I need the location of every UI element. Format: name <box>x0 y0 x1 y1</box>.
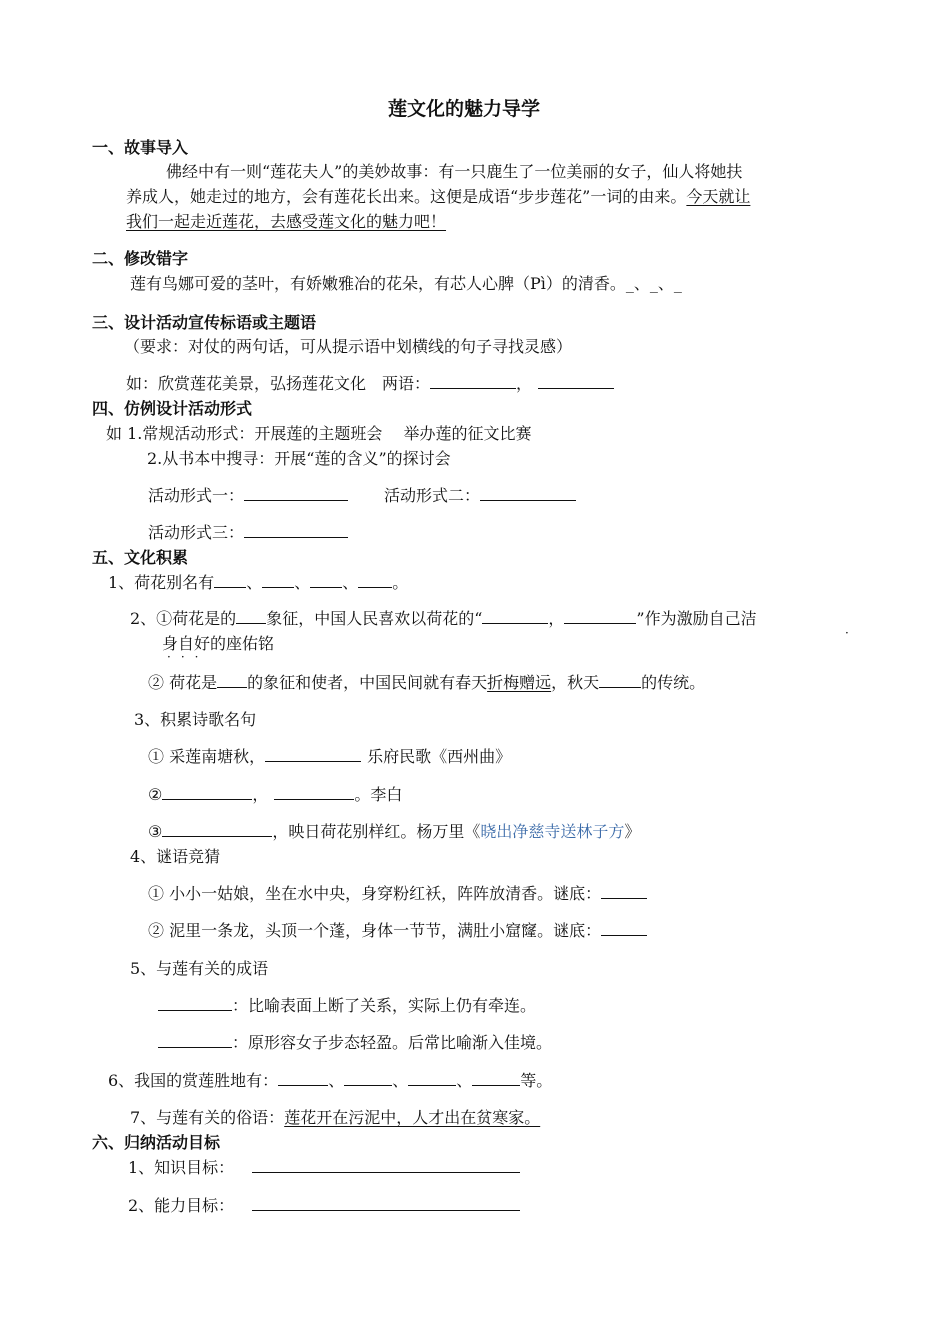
riddle-1 <box>148 883 647 905</box>
goal-knowledge-blank[interactable] <box>252 1158 520 1173</box>
place-blank-2[interactable] <box>344 1071 392 1086</box>
section-2-heading: 二、修改错字 <box>92 249 189 268</box>
q6-end: 等。 <box>520 1071 553 1090</box>
q2-sep: ， <box>548 609 565 628</box>
motto-blank-2[interactable] <box>564 609 636 624</box>
place-blank-1[interactable] <box>278 1071 328 1086</box>
s3-example <box>126 373 614 395</box>
poem-3-blank[interactable] <box>162 822 272 837</box>
poem-1 <box>148 746 511 768</box>
form-3-label: 活动形式三： <box>148 523 245 542</box>
q2-label: 2、①荷花是的 <box>130 609 237 628</box>
riddle-1-blank[interactable] <box>601 884 647 899</box>
s2-sentence: 莲有鸟娜可爱的茎叶，有娇嫩雅冶的花朵，有芯人心脾（Pì）的清香。 <box>130 274 626 293</box>
riddle-2-blank[interactable] <box>601 921 647 936</box>
q6-sep-3: 、 <box>456 1071 473 1090</box>
q2-line-1 <box>130 608 757 630</box>
s2-answer-blanks: _、_、_ <box>625 274 682 293</box>
s1-line-2 <box>126 186 750 208</box>
idiom-2-text: ：原形容女子步态轻盈。后常比喻渐入佳境。 <box>232 1033 553 1052</box>
alias-blank-3[interactable] <box>310 573 342 588</box>
q6-label: 6、我国的赏莲胜地有： <box>108 1071 279 1090</box>
section-6-heading: 六、归纳活动目标 <box>92 1133 221 1152</box>
q2-line-2: 身自好的座佑铭 <box>162 634 275 653</box>
idiom-1-text: ：比喻表面上断了关系，实际上仍有牵连。 <box>232 996 537 1015</box>
poem-1-text: ① 采莲南塘秋， <box>148 747 266 766</box>
q2b-text-2: ，秋天 <box>551 673 600 692</box>
riddle-2-text: ② 泥里一条龙，头顶一个蓬，身体一节节，满肚小窟窿。谜底： <box>148 921 602 940</box>
goal-knowledge-label: 1、知识目标： <box>128 1158 235 1177</box>
q2b-underlined: 折梅赠远 <box>487 673 552 692</box>
q2b-text-3: 的传统。 <box>641 673 706 692</box>
form-2-label: 活动形式二： <box>384 486 481 505</box>
q7-saying-text: 莲花开在污泥中，人才出在贫寒家。 <box>284 1108 541 1127</box>
s4-line-2: 2.从书本中搜寻：开展“莲的含义”的探讨会 <box>147 449 451 468</box>
q6-sep-2: 、 <box>392 1071 409 1090</box>
form-1-blank[interactable] <box>244 486 348 501</box>
s2-text <box>130 273 682 295</box>
s3-sep: ， <box>516 374 533 393</box>
place-blank-4[interactable] <box>472 1071 520 1086</box>
section-4-heading: 四、仿例设计活动形式 <box>92 399 253 418</box>
form-3-blank[interactable] <box>244 523 348 538</box>
s4-line-1: 如 1.常规活动形式：开展莲的主题班会 举办莲的征文比赛 <box>106 424 532 443</box>
q1-sep-2: 、 <box>294 573 311 592</box>
s3-example-text: 如：欣赏莲花美景，弘扬莲花文化 两语： <box>126 374 431 393</box>
poem-2 <box>148 784 402 806</box>
poem-3-text: ，映日荷花别样红。杨万里《 <box>272 822 481 841</box>
poem-1-source: 乐府民歌《西州曲》 <box>367 747 512 766</box>
q2-text-1: 象征，中国人民喜欢以荷花的“ <box>266 609 483 628</box>
q2-line-3 <box>148 672 705 694</box>
page-title: 莲文化的魅力导学 <box>388 98 541 120</box>
q6-sep-1: 、 <box>328 1071 345 1090</box>
poem-3-close: 》 <box>624 822 641 841</box>
section-5-heading: 五、文化积累 <box>92 548 189 567</box>
q5-heading: 5、与莲有关的成语 <box>130 959 269 978</box>
riddle-1-text: ① 小小一姑娘，坐在水中央，身穿粉红袄，阵阵放清香。谜底： <box>148 884 602 903</box>
s3-requirement: （要求：对仗的两句话，可从提示语中划横线的句子寻找灵感） <box>124 337 573 356</box>
poem-3 <box>148 821 640 843</box>
poem-3-mark: ③ <box>148 822 163 841</box>
form-2-blank[interactable] <box>480 486 576 501</box>
slogan-blank-2[interactable] <box>538 374 614 389</box>
s4-form-2 <box>384 485 576 507</box>
alias-blank-1[interactable] <box>214 573 246 588</box>
riddle-2 <box>148 920 647 942</box>
s4-form-3 <box>148 522 348 544</box>
q1-sep-3: 、 <box>342 573 359 592</box>
place-blank-3[interactable] <box>408 1071 456 1086</box>
s4-form-1 <box>148 485 348 507</box>
alias-blank-4[interactable] <box>358 573 392 588</box>
autumn-blank[interactable] <box>599 673 641 688</box>
idiom-2-blank[interactable] <box>158 1033 232 1048</box>
form-1-label: 活动形式一： <box>148 486 245 505</box>
s1-line-3: 我们一起走近莲花，去感受莲文化的魅力吧！ <box>126 212 447 231</box>
q1-label: 1、荷花别名有 <box>108 573 215 592</box>
q1-aliases <box>108 572 408 594</box>
q2b-text-1: 的象征和使者，中国民间就有春天 <box>247 673 488 692</box>
q1-end: 。 <box>392 573 409 592</box>
q3-heading: 3、积累诗歌名句 <box>134 710 257 729</box>
poem-2-sep: ， <box>252 785 269 804</box>
goal-ability <box>128 1195 520 1217</box>
q7-saying <box>130 1107 540 1129</box>
q6-places <box>108 1070 552 1092</box>
emphasis-dot: · <box>845 626 849 640</box>
q2-text-2: ”作为激励自己洁 <box>636 609 757 628</box>
idiom-1-blank[interactable] <box>158 996 232 1011</box>
messenger-blank[interactable] <box>217 673 247 688</box>
poem-2-blank-2[interactable] <box>274 785 354 800</box>
emphasis-dots: ··· <box>167 650 209 664</box>
poem-3-title: 晓出净慈寺送林子方 <box>480 822 625 841</box>
q4-heading: 4、谜语竞猜 <box>130 847 221 866</box>
motto-blank-1[interactable] <box>482 609 548 624</box>
goal-ability-label: 2、能力目标： <box>128 1196 235 1215</box>
q7-label: 7、与莲有关的俗语： <box>130 1108 285 1127</box>
q2b-label: ② 荷花是 <box>148 673 218 692</box>
s1-line-1: 佛经中有一则“莲花夫人”的美妙故事：有一只鹿生了一位美丽的女子，仙人将她扶 <box>166 162 743 181</box>
s1-line-2-underlined: 今天就让 <box>686 187 751 206</box>
poem-1-blank[interactable] <box>265 747 361 762</box>
idiom-1 <box>158 995 536 1017</box>
s1-line-2-text: 养成人，她走过的地方，会有莲花长出来。这便是成语“步步莲花”一词的由来。 <box>126 187 687 206</box>
slogan-blank-1[interactable] <box>430 374 516 389</box>
goal-knowledge <box>128 1157 520 1179</box>
poem-2-mark: ② <box>148 785 163 804</box>
poem-2-blank-1[interactable] <box>162 785 252 800</box>
section-3-heading: 三、设计活动宣传标语或主题语 <box>92 313 317 332</box>
section-1-heading: 一、故事导入 <box>92 138 189 157</box>
alias-blank-2[interactable] <box>262 573 294 588</box>
goal-ability-blank[interactable] <box>252 1196 520 1211</box>
symbol-blank[interactable] <box>236 609 266 624</box>
idiom-2 <box>158 1032 552 1054</box>
poem-2-source: 。李白 <box>354 785 403 804</box>
q1-sep-1: 、 <box>246 573 263 592</box>
